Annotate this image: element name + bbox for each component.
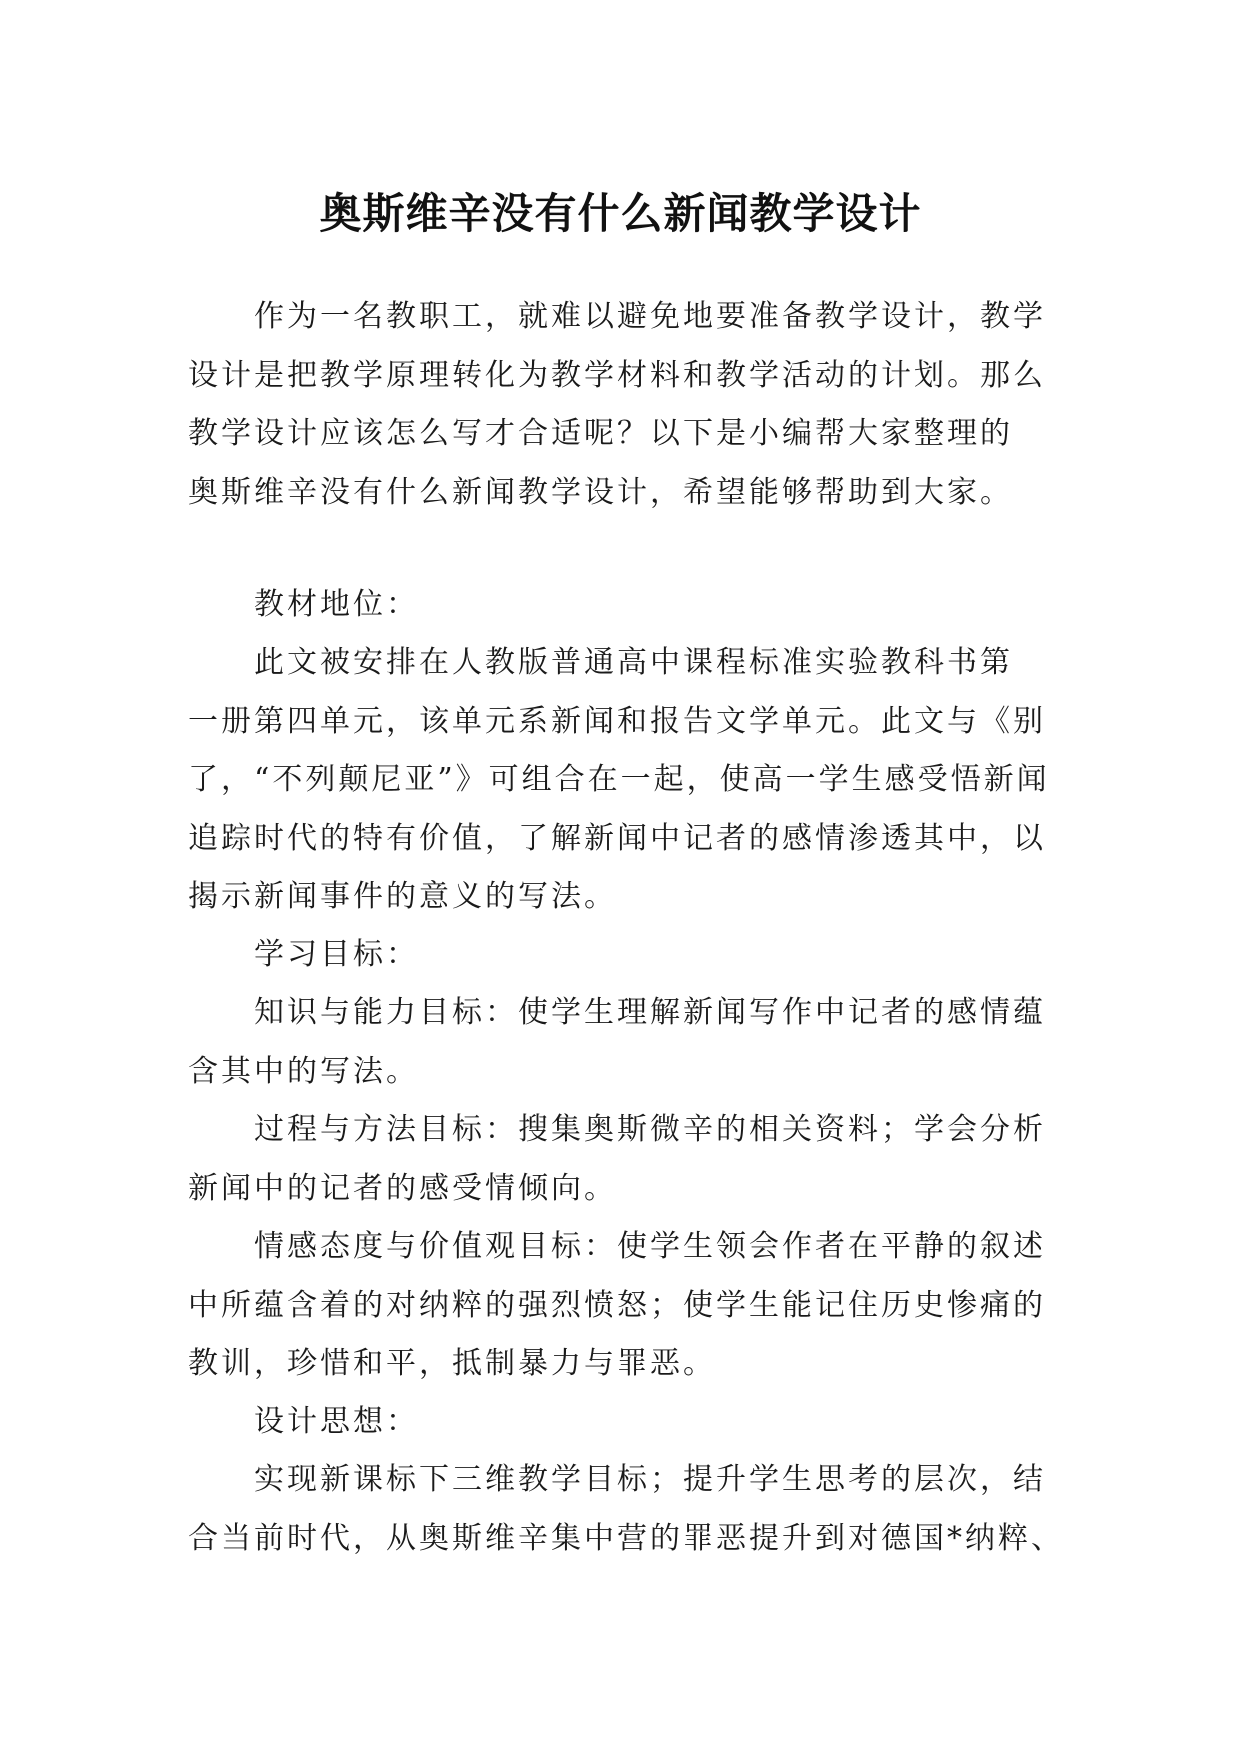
goal-process-method: 过程与方法目标：搜集奥斯微辛的相关资料；学会分析 新闻中的记者的感受情倾向。 [188,1112,1046,1206]
goal-knowledge-ability: 知识与能力目标：使学生理解新闻写作中记者的感情蕴 含其中的写法。 [188,995,1046,1089]
intro-paragraph: 作为一名教职工，就难以避免地要准备教学设计，教学 设计是把教学原理转化为教学材料和教学活动的计划。那么 教学设计应该怎么写才合适呢？以下是小编帮大家整理的 奥斯维辛没有什么新闻教学设计，希望能够帮助到大家。 [188,299,1046,510]
section-heading-design-idea: 设计思想： [188,1404,419,1439]
section-heading-learning-goals: 学习目标： [188,937,419,972]
goal-emotion-values: 情感态度与价值观目标：使学生领会作者在平静的叙述 中所蕴含着的对纳粹的强烈愤怒；使学生能记住历史惨痛的 教训，珍惜和平，抵制暴力与罪恶。 [188,1229,1046,1381]
textbook-position-paragraph: 此文被安排在人教版普通高中课程标准实验教科书第 一册第四单元，该单元系新闻和报告文学单元。此文与《别 了，“不列颠尼亚”》可组合在一起，使高一学生感受悟新闻 追踪时代的特有价值，了解新闻中记者的感情渗透其中，以 揭示新闻事件的意义的写法。 [188,645,1050,914]
design-idea-paragraph: 实现新课标下三维教学目标；提升学生思考的层次，结 合当前时代，从奥斯维辛集中营的罪恶提升到对德国*纳粹、 [188,1462,1064,1556]
document-title: 奥斯维辛没有什么新闻教学设计 [319,189,922,239]
section-heading-textbook-position: 教材地位： [188,587,419,622]
